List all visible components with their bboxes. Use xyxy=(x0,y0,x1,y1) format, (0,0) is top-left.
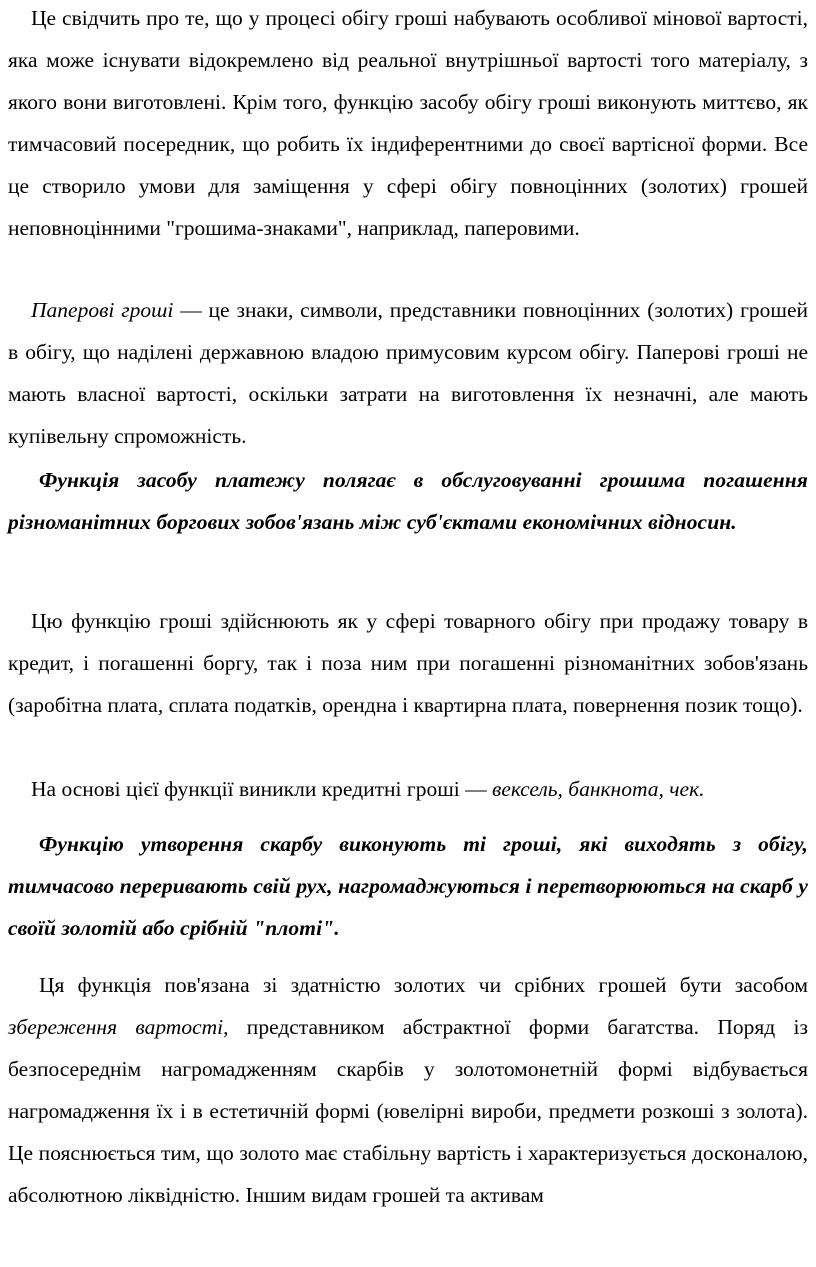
paragraph-paper-money xyxy=(8,289,808,457)
paragraph-text: На основі цієї функції виникли кредитні гроші — xyxy=(31,777,492,801)
heading-treasure-function xyxy=(8,823,808,949)
paragraph-credit-money xyxy=(8,768,808,810)
paragraph-exchange-value xyxy=(8,0,808,249)
heading-text: Функцію утворення скарбу виконують ті гроші, які виходять з обігу, тимчасово переривають свій рух, нагромаджуються і перетворюються на скарб у своїй золотій або срібній "плоті". xyxy=(8,832,808,940)
paragraph-text: Цю функцію гроші здійснюють як у сфері товарного обігу при продажу товару в кредит, і погашенні боргу, так і поза ним при погашенні різноманітних зобов'язань (заробітна плата, сплата податків, орендна і квартирна плата, повернення позик тощо). xyxy=(8,609,808,717)
paragraph-text: — це знаки, символи, представники повноцінних (золотих) грошей в обігу, що наділені державною владою примусовим курсом обігу. Паперові гроші не мають власної вартості, оскільки затрати на виготовлення їх незначні, але мають купівельну спроможність. xyxy=(8,298,808,448)
paragraph-payment-function xyxy=(8,600,808,726)
heading-text: Функція засобу платежу полягає в обслуговуванні грошима погашення різноманітних боргових зобов'язань між суб'єктами економічних відносин. xyxy=(8,468,808,534)
paragraph-text: представником абстрактної форми багатства. Поряд із безпосереднім нагромадженням скарбів у золотомонетній формі відбувається нагромадження їх і в естетичній формі (ювелірні вироби, предмети розкоші з золота). Це пояснюється тим, що золото має стабільну вартість і характеризується досконалою, абсолютною ліквідністю. Іншим видам грошей та активам xyxy=(8,1015,808,1207)
paragraph-text: Це свідчить про те, що у процесі обігу гроші набувають особливої мінової вартості, яка може існувати відокремлено від реальної внутрішньої вартості того матеріалу, з якого вони виготовлені. Крім того, функцію засобу обігу гроші виконують миттєво, як тимчасовий посередник, що робить їх індиферентними до своєї вартісної форми. Все це створило умови для заміщення у сфері обігу повноцінних (золотих) грошей неповноцінними "грошима-знаками", наприклад, паперовими. xyxy=(8,6,808,240)
paragraph-text: Ця функція пов'язана зі здатністю золотих чи срібних грошей бути засобом xyxy=(39,973,808,997)
term-paper-money: Паперові гроші xyxy=(31,298,174,322)
paragraph-store-of-value xyxy=(8,964,808,1216)
term-store-of-value: збереження вартості, xyxy=(8,1015,229,1039)
heading-payment-function xyxy=(8,459,808,543)
credit-money-examples: вексель, банкнота, чек. xyxy=(491,777,705,801)
